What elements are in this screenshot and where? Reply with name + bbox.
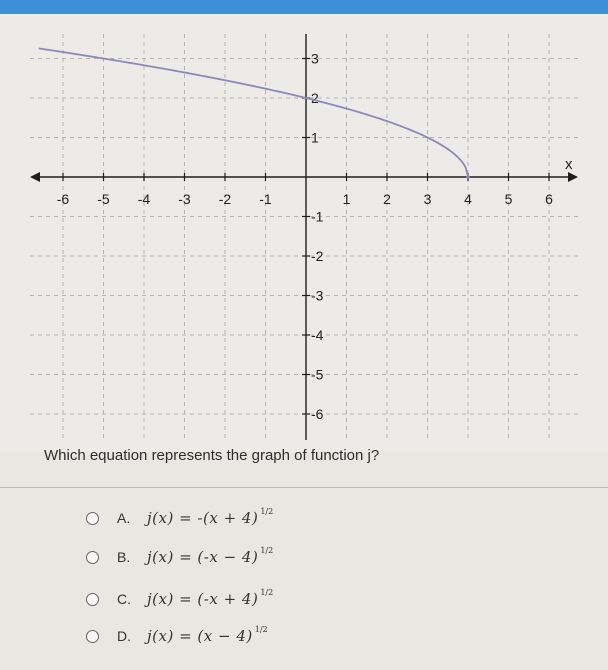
option-b-equation: j(x) = (-x − 4) (147, 548, 259, 566)
radio-a[interactable] (86, 512, 99, 525)
option-d[interactable] (86, 623, 268, 649)
option-b-exponent: 1/2 (260, 545, 274, 555)
top-bar (0, 0, 608, 14)
graph-panel (0, 14, 608, 452)
option-d-exponent: 1/2 (254, 624, 268, 634)
x-tick-label: -5 (97, 191, 110, 207)
option-c-exponent: 1/2 (260, 587, 274, 597)
option-b[interactable] (86, 544, 273, 570)
x-tick-label: 2 (383, 191, 391, 207)
x-tick-label: -2 (218, 191, 232, 207)
radio-b[interactable] (86, 551, 99, 564)
radio-d[interactable] (86, 630, 99, 643)
option-d-letter: D. (117, 628, 131, 644)
x-tick-label: 1 (342, 191, 351, 207)
x-axis-label: x (565, 156, 573, 173)
x-tick-label: -4 (137, 191, 151, 207)
y-tick-label: -2 (311, 248, 324, 264)
y-tick-label: -3 (311, 287, 324, 304)
x-tick-label: 4 (464, 191, 472, 207)
y-tick-label: -6 (311, 406, 324, 422)
x-tick-label: 3 (423, 191, 432, 207)
y-tick-label: -4 (311, 327, 324, 343)
function-graph (0, 14, 608, 452)
series-endpoint (466, 175, 470, 179)
option-b-letter: B. (117, 549, 131, 565)
option-a[interactable] (86, 505, 273, 531)
option-a-exponent: 1/2 (260, 506, 274, 516)
x-axis-right-arrow (568, 172, 578, 182)
x-tick-label: 6 (545, 191, 553, 207)
y-tick-label: -1 (311, 208, 324, 225)
question-text: Which equation represents the graph of function j? (44, 447, 380, 464)
y-tick-label: 2 (311, 90, 319, 106)
option-c[interactable] (86, 586, 273, 612)
x-tick-label: -1 (259, 191, 272, 207)
option-a-letter: A. (117, 510, 131, 526)
y-tick-label: 1 (311, 129, 319, 146)
x-axis-left-arrow (30, 172, 40, 182)
option-c-letter: C. (117, 591, 131, 607)
x-tick-label: -3 (178, 191, 191, 207)
divider (0, 487, 608, 488)
y-tick-label: -5 (311, 366, 324, 383)
x-tick-label: 5 (504, 191, 513, 207)
y-tick-label: 3 (311, 50, 319, 67)
option-c-equation: j(x) = (-x + 4) (147, 590, 259, 608)
option-a-equation: j(x) = -(x + 4) (147, 509, 259, 527)
radio-c[interactable] (86, 593, 99, 606)
x-tick-label: -6 (56, 191, 70, 207)
option-d-equation: j(x) = (x − 4) (147, 627, 253, 645)
